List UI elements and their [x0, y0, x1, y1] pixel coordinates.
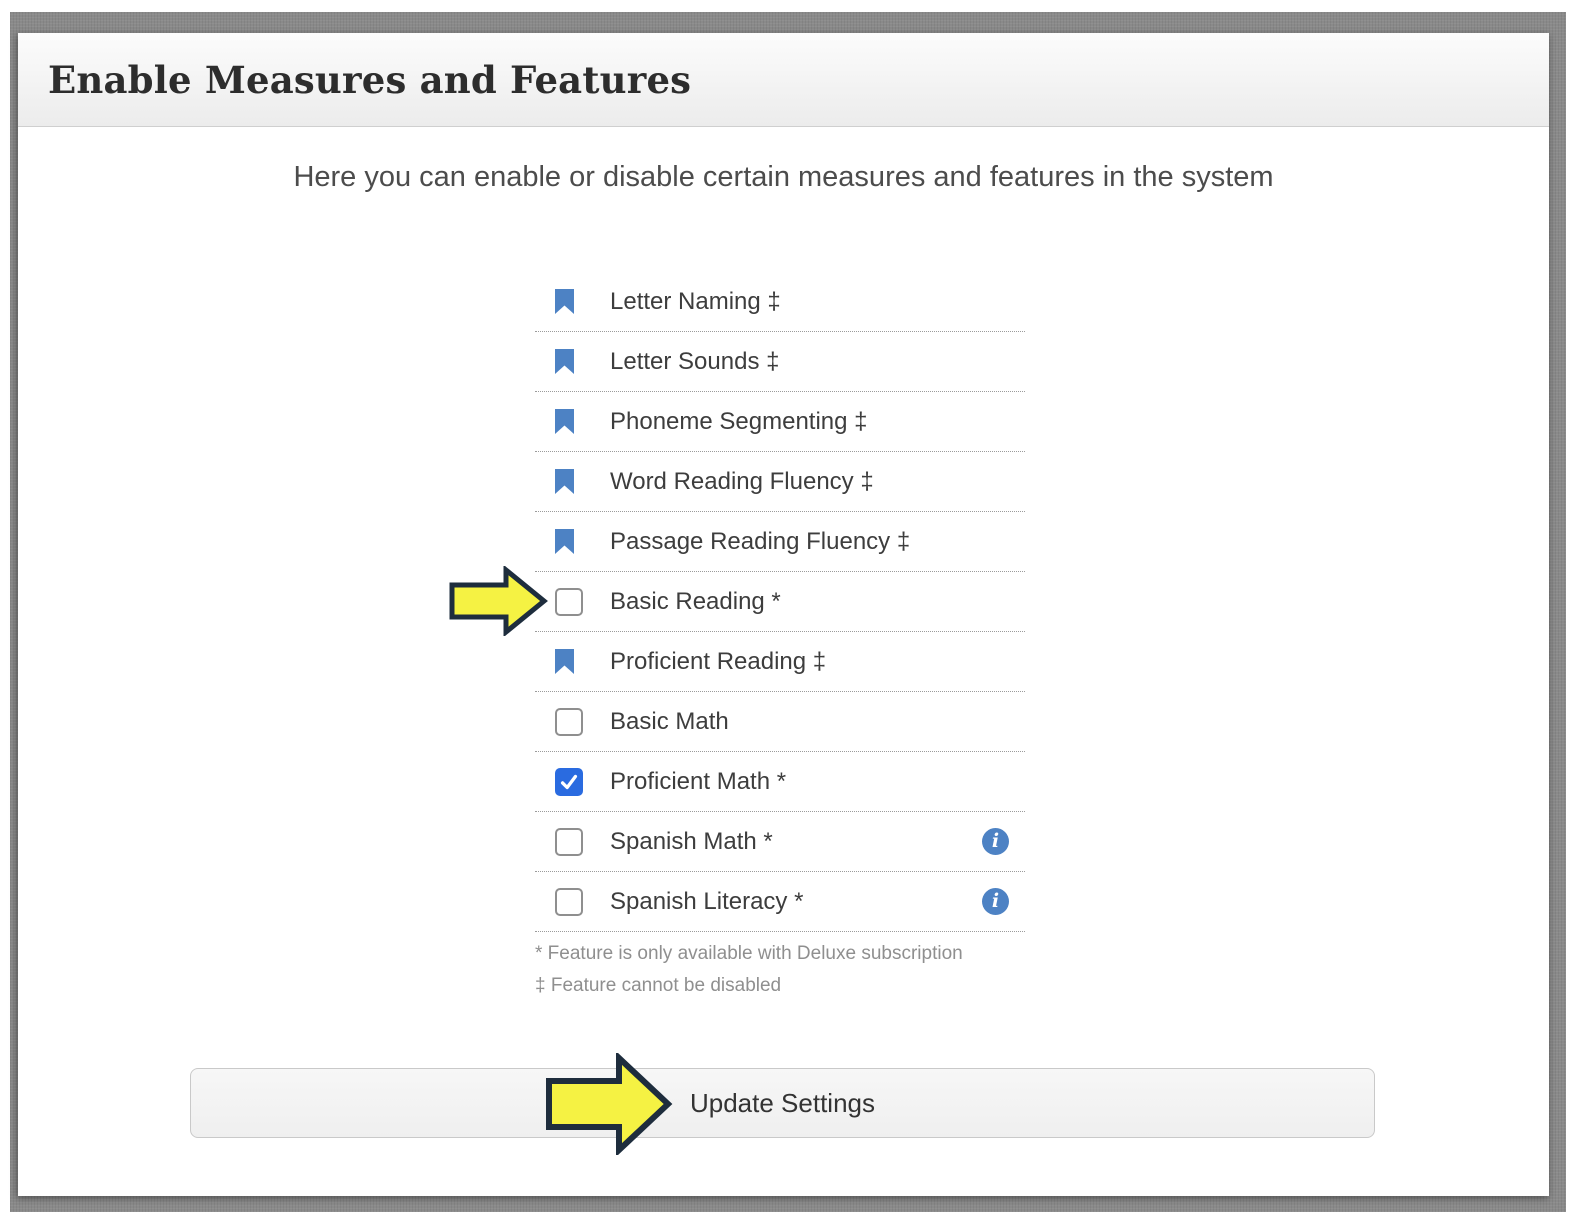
measure-row — [535, 452, 1025, 512]
measure-row — [535, 692, 1025, 752]
highlight-arrow-basic-reading-icon — [448, 566, 548, 636]
bookmark-icon — [555, 649, 574, 674]
measure-control-cell — [555, 409, 610, 434]
measure-control-cell — [555, 529, 610, 554]
measure-label: Passage Reading Fluency ‡ — [610, 527, 911, 555]
footnotes — [535, 938, 963, 1002]
measure-label: Basic Reading * — [610, 587, 781, 615]
page-background — [10, 12, 1566, 1212]
measures-list — [535, 272, 1025, 932]
measure-control-cell — [555, 469, 610, 494]
measure-control-cell — [555, 768, 610, 796]
measure-row — [535, 812, 1025, 872]
bookmark-icon — [555, 469, 574, 494]
measure-row — [535, 632, 1025, 692]
bookmark-icon — [555, 529, 574, 554]
update-settings-button[interactable]: Update Settings — [190, 1068, 1375, 1138]
info-icon[interactable]: i — [982, 828, 1009, 855]
measure-control-cell — [555, 349, 610, 374]
measure-label: Spanish Literacy * — [610, 887, 804, 915]
footnote-cannot-disable: ‡ Feature cannot be disabled — [535, 975, 782, 996]
settings-panel — [18, 33, 1549, 1196]
measure-label: Proficient Reading ‡ — [610, 647, 827, 675]
bookmark-icon — [555, 289, 574, 314]
measure-control-cell — [555, 708, 610, 736]
panel-header — [18, 33, 1549, 127]
page-title: Enable Measures and Features — [48, 57, 692, 102]
measure-row — [535, 512, 1025, 572]
measure-row — [535, 272, 1025, 332]
measure-row — [535, 752, 1025, 812]
measure-row — [535, 572, 1025, 632]
measure-checkbox[interactable] — [555, 588, 583, 616]
measure-checkbox[interactable] — [555, 888, 583, 916]
measure-checkbox[interactable] — [555, 768, 583, 796]
measure-control-cell — [555, 588, 610, 616]
measure-checkbox[interactable] — [555, 828, 583, 856]
measure-label: Spanish Math * — [610, 827, 773, 855]
measure-label: Basic Math — [610, 707, 729, 735]
measure-label: Proficient Math * — [610, 767, 787, 795]
bookmark-icon — [555, 409, 574, 434]
measure-row — [535, 872, 1025, 932]
footnote-deluxe: * Feature is only available with Deluxe subscription — [535, 943, 963, 964]
measure-row — [535, 392, 1025, 452]
measure-label: Letter Naming ‡ — [610, 287, 781, 315]
measure-control-cell — [555, 828, 610, 856]
info-icon[interactable]: i — [982, 888, 1009, 915]
measure-row — [535, 332, 1025, 392]
measure-label: Letter Sounds ‡ — [610, 347, 780, 375]
panel-subtitle: Here you can enable or disable certain measures and features in the system — [293, 161, 1274, 193]
measure-control-cell — [555, 649, 610, 674]
measure-control-cell — [555, 888, 610, 916]
measure-label: Phoneme Segmenting ‡ — [610, 407, 868, 435]
bookmark-icon — [555, 349, 574, 374]
measure-checkbox[interactable] — [555, 708, 583, 736]
measure-label: Word Reading Fluency ‡ — [610, 467, 874, 495]
measure-control-cell — [555, 289, 610, 314]
